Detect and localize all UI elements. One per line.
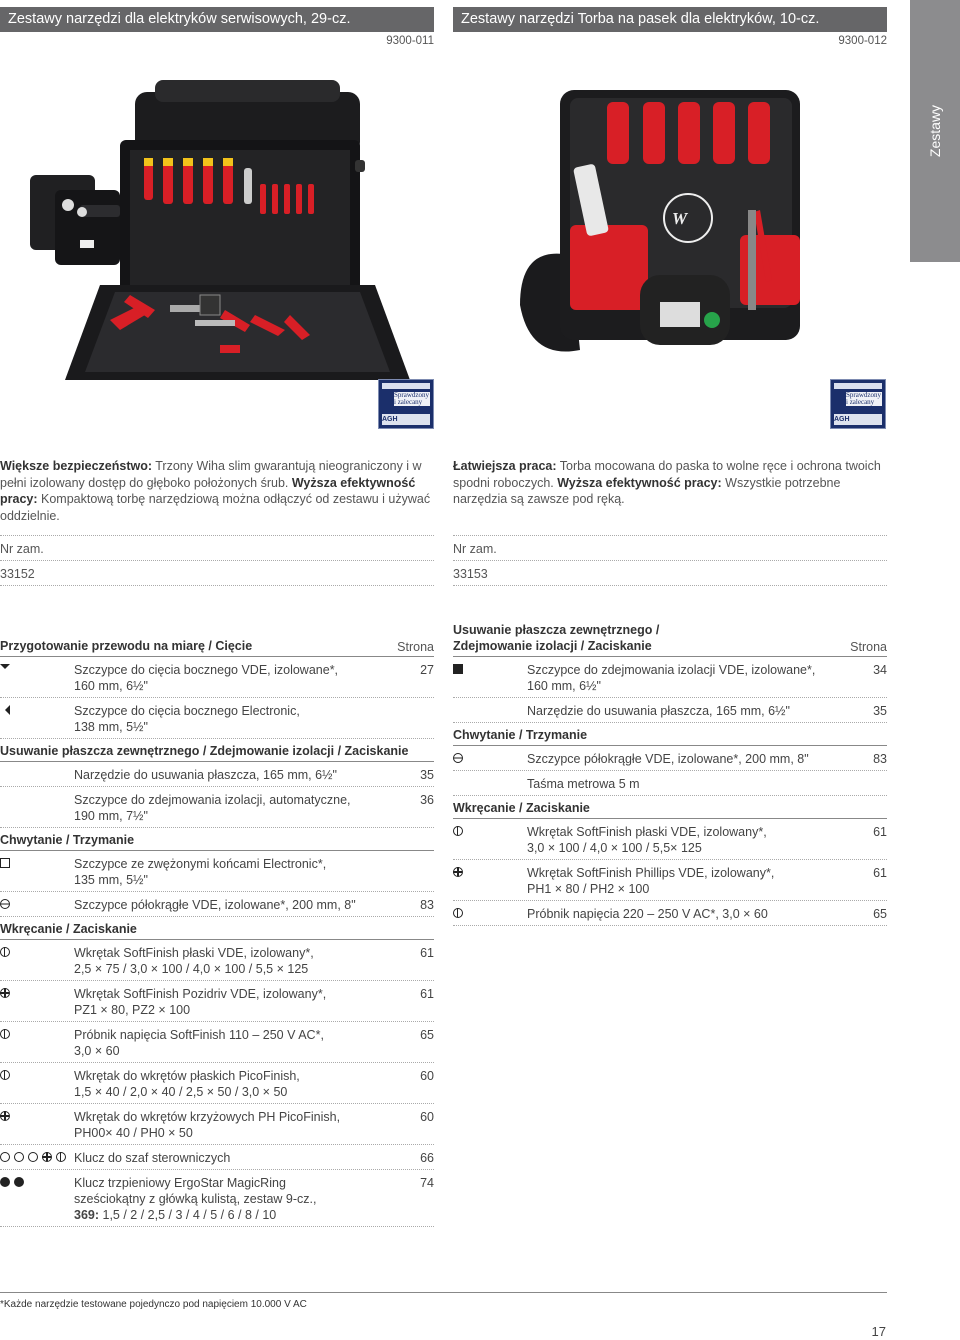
item-name: Wkrętak do wkrętów krzyżowych PH PicoFinish, xyxy=(74,1110,341,1124)
pozidriv-screw-icon xyxy=(0,988,10,998)
left-table-section-3: Chwytanie / Trzymanie xyxy=(0,828,434,851)
right-order-label: Nr zam. xyxy=(453,535,887,560)
item-sizes: 1,5 / 2 / 2,5 / 3 / 4 / 5 / 6 / 8 / 10 xyxy=(99,1208,277,1222)
item-page: 61 xyxy=(873,866,887,880)
item-detail: 3,0 × 100 / 4,0 × 100 / 5,5× 125 xyxy=(527,841,702,855)
slotted-screw-icon xyxy=(0,1029,10,1039)
item-name: Taśma metrowa 5 m xyxy=(527,777,640,791)
table-row xyxy=(0,1063,434,1104)
right-desc-bold-2: Wyższa efektywność pracy: xyxy=(557,475,722,490)
table-row xyxy=(0,787,434,828)
double-bit-socket-icon xyxy=(28,1152,38,1162)
right-title-text: Zestawy narzędzi Torba na pasek dla elektryków, 10-cz. xyxy=(461,11,820,27)
item-detail: 135 mm, 5½" xyxy=(74,873,148,887)
table-row xyxy=(0,981,434,1022)
item-name: Wkrętak SoftFinish Phillips VDE, izolowany*, xyxy=(527,866,775,880)
item-page xyxy=(394,856,434,888)
right-contents-table xyxy=(453,624,887,926)
left-badge-text: Sprawdzony i zalecany xyxy=(394,391,429,406)
table-row xyxy=(453,771,887,796)
item-page: 83 xyxy=(420,898,434,912)
left-title-text: Zestawy narzędzi dla elektryków serwisowych, 29-cz. xyxy=(8,11,351,27)
left-sku: 9300-011 xyxy=(386,35,434,47)
belt-pouch-photo xyxy=(510,90,820,370)
left-table-header xyxy=(0,624,434,657)
item-name: Wkrętak do wkrętów płaskich PicoFinish, xyxy=(74,1069,300,1083)
left-description xyxy=(0,458,434,524)
item-page: 60 xyxy=(420,1069,434,1083)
left-order-label: Nr zam. xyxy=(0,535,434,560)
item-name: Klucz do szaf sterowniczych xyxy=(74,1151,231,1165)
right-table-header xyxy=(453,624,887,657)
phillips-screw-icon xyxy=(453,867,463,877)
item-detail: PZ1 × 80, PZ2 × 100 xyxy=(74,1003,191,1017)
table-row xyxy=(0,892,434,917)
left-table-section-4: Wkręcanie / Zaciskanie xyxy=(0,917,434,940)
section-tab-label: Zestawy xyxy=(927,104,943,158)
item-name: Wkrętak SoftFinish płaski VDE, izolowany*, xyxy=(74,946,314,960)
ball-hex-key-icon xyxy=(14,1177,24,1187)
item-page: 83 xyxy=(873,752,887,766)
item-detail: 3,0 × 60 xyxy=(74,1044,120,1058)
table-row xyxy=(453,860,887,901)
slot-socket-icon xyxy=(56,1152,66,1162)
right-page-column-label: Strona xyxy=(850,640,887,654)
item-page: 60 xyxy=(420,1110,434,1124)
hex-key-icon xyxy=(0,1177,10,1187)
right-desc-text-2: Wszystkie potrzebne narzędzia są zawsze pod ręką. xyxy=(453,475,841,506)
table-row xyxy=(453,746,887,771)
item-page: 65 xyxy=(420,1028,434,1042)
item-page: 66 xyxy=(420,1151,434,1165)
slotted-screw-icon xyxy=(0,1070,10,1080)
left-table-section-2: Usuwanie płaszcza zewnętrznego / Zdejmowanie izolacji / Zaciskanie xyxy=(0,739,434,762)
right-desc-text-1: Torba mocowana do paska to wolne ręce i ochrona twoich spodni roboczych. xyxy=(453,459,881,490)
left-table-section-1: Przygotowanie przewodu na miarę / Cięcie xyxy=(0,639,253,653)
item-detail: sześciokątny z główką kulistą, zestaw 9-cz., xyxy=(74,1192,317,1206)
pouch-logo: W xyxy=(672,209,688,228)
round-jaw-icon xyxy=(453,753,463,763)
item-name: Szczypce do cięcia bocznego Electronic, xyxy=(74,704,300,718)
table-row xyxy=(0,1170,434,1227)
item-page xyxy=(394,703,434,735)
slotted-screw-icon xyxy=(453,826,463,836)
round-jaw-icon xyxy=(0,899,10,909)
tool-case-photo xyxy=(20,80,420,390)
stripping-icon xyxy=(453,664,463,674)
section-tab xyxy=(910,0,960,262)
item-page: 35 xyxy=(873,704,887,718)
phillips-screw-icon xyxy=(0,1111,10,1121)
square-socket-icon xyxy=(0,1152,10,1162)
flat-jaw-icon xyxy=(0,858,10,868)
right-sku: 9300-012 xyxy=(838,35,887,47)
table-row xyxy=(453,698,887,723)
left-desc-bold-2: Wyższa efektywność pracy: xyxy=(0,475,416,506)
item-page: 61 xyxy=(420,987,434,1001)
table-row xyxy=(0,851,434,892)
left-desc-bold-1: Większe bezpieczeństwo: xyxy=(0,459,153,473)
item-detail: 2,5 × 75 / 3,0 × 100 / 4,0 × 100 / 5,5 × 125 xyxy=(74,962,309,976)
triangle-socket-icon xyxy=(14,1152,24,1162)
page-number: 17 xyxy=(871,1324,886,1339)
item-page: 61 xyxy=(420,946,434,960)
left-contents-table xyxy=(0,624,434,1227)
item-name: Szczypce ze zwężonymi końcami Electronic*, xyxy=(74,857,327,871)
item-page: 61 xyxy=(873,825,887,839)
item-detail: 138 mm, 5½" xyxy=(74,720,148,734)
right-badge-org: AGH xyxy=(834,414,882,425)
item-page xyxy=(847,776,887,792)
table-row xyxy=(0,1145,434,1170)
item-name: Szczypce półokrągłe VDE, izolowane*, 200 mm, 8" xyxy=(74,898,356,912)
item-detail: PH1 × 80 / PH2 × 100 xyxy=(527,882,650,896)
item-detail: 160 mm, 6½" xyxy=(527,679,601,693)
item-detail: 160 mm, 6½" xyxy=(74,679,148,693)
right-product-title xyxy=(453,7,887,32)
item-page: 65 xyxy=(873,907,887,921)
item-name: Wkrętak SoftFinish Pozidriv VDE, izolowany*, xyxy=(74,987,327,1001)
item-page: 27 xyxy=(420,663,434,677)
left-badge-org: AGH xyxy=(382,414,430,425)
item-name: Wkrętak SoftFinish płaski VDE, izolowany*, xyxy=(527,825,767,839)
item-name: Szczypce do zdejmowania izolacji VDE, izolowane*, xyxy=(527,663,816,677)
right-table-section-3: Wkręcanie / Zaciskanie xyxy=(453,796,887,819)
footnote: *Każde narzędzie testowane pojedynczo pod napięciem 10.000 V AC xyxy=(0,1292,887,1310)
item-page: 34 xyxy=(873,663,887,677)
table-row xyxy=(0,1022,434,1063)
right-table-section-1: Usuwanie płaszcza zewnętrznego / Zdejmowanie izolacji / Zaciskanie xyxy=(453,623,660,653)
right-table-section-2: Chwytanie / Trzymanie xyxy=(453,723,887,746)
item-name: Szczypce półokrągłe VDE, izolowane*, 200 mm, 8" xyxy=(527,752,809,766)
left-page-column-label: Strona xyxy=(397,640,434,654)
item-name: Klucz trzpieniowy ErgoStar MagicRing xyxy=(74,1176,286,1190)
item-page: 74 xyxy=(420,1176,434,1190)
item-name: Próbnik napięcia SoftFinish 110 – 250 V AC*, xyxy=(74,1028,324,1042)
item-page: 35 xyxy=(420,768,434,782)
left-desc-text-1: Trzony Wiha slim gwarantują nieograniczony i w pełni izolowany dostęp do głęboko położonych śrub. xyxy=(0,459,422,490)
right-badge-text: Sprawdzony i zalecany xyxy=(846,391,881,406)
item-page: 36 xyxy=(420,793,434,807)
slotted-screw-icon xyxy=(453,908,463,918)
table-row xyxy=(0,1104,434,1145)
item-name: Szczypce do cięcia bocznego VDE, izolowane*, xyxy=(74,663,339,677)
left-order-box xyxy=(0,535,434,586)
item-code: 369: xyxy=(74,1208,100,1222)
item-name: Narzędzie do usuwania płaszcza, 165 mm, 6½" xyxy=(74,768,337,782)
table-row xyxy=(0,940,434,981)
table-row xyxy=(453,901,887,926)
cross-socket-icon xyxy=(42,1152,52,1162)
right-desc-bold-1: Łatwiejsza praca: xyxy=(453,459,557,473)
table-row xyxy=(0,657,434,698)
item-detail: 190 mm, 7½" xyxy=(74,809,148,823)
left-product-title xyxy=(0,7,434,32)
left-desc-text-2: Kompaktową torbę narzędziową można odłączyć od zestawu i używać oddzielnie. xyxy=(0,492,431,523)
slotted-screw-icon xyxy=(0,947,10,957)
item-detail: PH00× 40 / PH0 × 50 xyxy=(74,1126,193,1140)
right-order-number: 33153 xyxy=(453,560,887,585)
right-quality-badge xyxy=(830,379,886,429)
item-detail: 1,5 × 40 / 2,0 × 40 / 2,5 × 50 / 3,0 × 50 xyxy=(74,1085,288,1099)
left-order-number: 33152 xyxy=(0,560,434,585)
table-row xyxy=(0,698,434,739)
item-name: Narzędzie do usuwania płaszcza, 165 mm, 6½" xyxy=(527,704,790,718)
left-quality-badge xyxy=(378,379,434,429)
item-name: Próbnik napięcia 220 – 250 V AC*, 3,0 × 60 xyxy=(527,907,768,921)
right-order-box xyxy=(453,535,887,586)
item-name: Szczypce do zdejmowania izolacji, automatyczne, xyxy=(74,793,351,807)
table-row xyxy=(0,762,434,787)
side-cutting-icon xyxy=(0,705,10,715)
table-row xyxy=(453,657,887,698)
right-description xyxy=(453,458,887,508)
cutting-icon xyxy=(0,664,10,674)
table-row xyxy=(453,819,887,860)
